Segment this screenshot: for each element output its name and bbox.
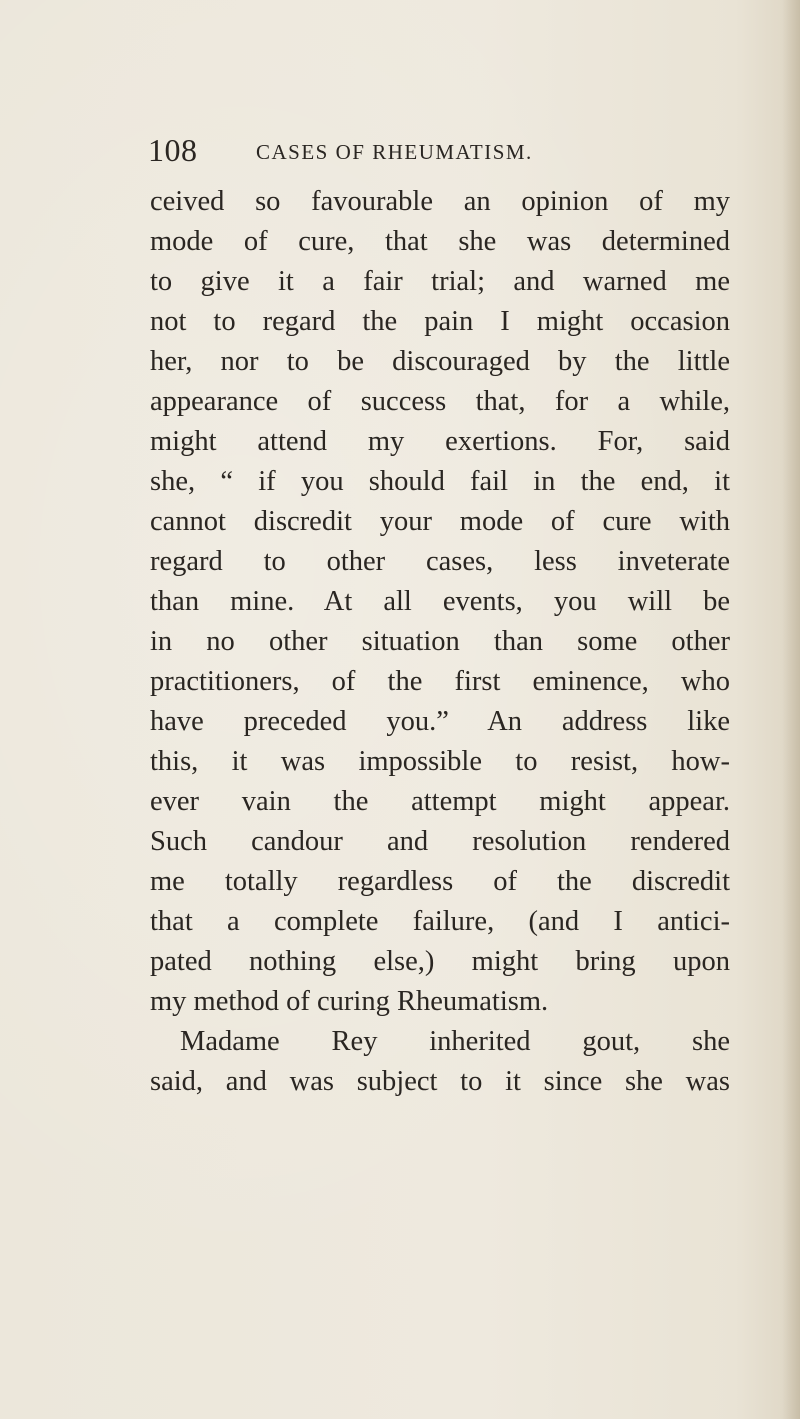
text-line: my method of curing Rheumatism. [150,986,549,1017]
text-line: not to regard the pain I might occasion [150,306,730,337]
page-header [148,130,608,170]
running-head: CASES OF RHEUMATISM. [256,140,533,164]
text-line: this, it was impossible to resist, how- [150,746,730,777]
body-text [150,182,730,1102]
page-number: 108 [148,132,198,168]
text-line: me totally regardless of the discredit [150,866,730,897]
text-line: have preceded you.” An address like [150,706,730,737]
text-line: pated nothing else,) might bring upon [150,946,730,977]
text-line: she, “ if you should fail in the end, it [150,466,730,497]
page-edge-shadow [782,0,800,1419]
text-line: that a complete failure, (and I antici- [150,906,730,937]
text-line: her, nor to be discouraged by the little [150,346,730,377]
text-line: ceived so favourable an opinion of my [150,186,730,217]
text-line: might attend my exertions. For, said [150,426,730,457]
text-line: Such candour and resolution rendered [150,826,730,857]
text-line: mode of cure, that she was determined [150,226,730,257]
text-line: cannot discredit your mode of cure with [150,506,730,537]
text-line: said, and was subject to it since she was [150,1066,730,1097]
text-line: than mine. At all events, you will be [150,586,730,617]
text-line: to give it a fair trial; and warned me [150,266,730,297]
text-line: Madame Rey inherited gout, she [180,1026,730,1057]
text-line: ever vain the attempt might appear. [150,786,730,817]
text-line: appearance of success that, for a while, [150,386,730,417]
text-line: in no other situation than some other [150,626,730,657]
text-line: practitioners, of the first eminence, who [150,666,730,697]
text-line: regard to other cases, less inveterate [150,546,730,577]
